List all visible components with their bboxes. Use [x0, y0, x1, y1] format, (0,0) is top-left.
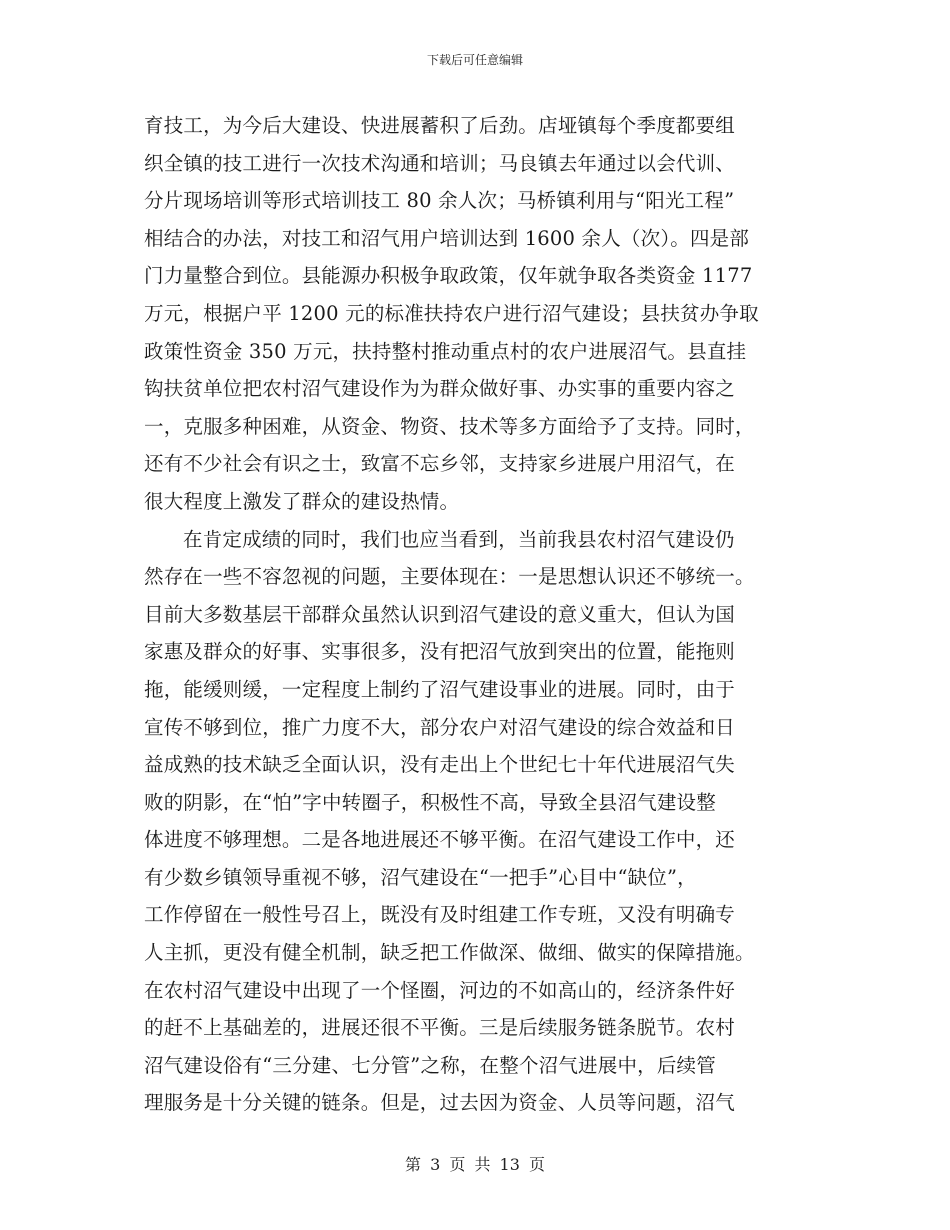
- text-line: 宣传不够到位，推广力度不大，部分农户对沼气建设的综合效益和日: [144, 715, 736, 739]
- text-line: 沼气建设俗有“三分建、七分管”之称，在整个沼气进展中，后续管: [144, 1053, 716, 1077]
- body-text: [144, 107, 800, 1122]
- text-line: 工作停留在一般性号召上，既没有及时组建工作专班，又没有明确专: [144, 903, 736, 927]
- text-line: 家惠及群众的好事、实事很多，没有把沼气放到突出的位置，能拖则: [144, 640, 736, 664]
- text-line: 育技工，为今后大建设、快进展蓄积了后劲。店垭镇每个季度都要组: [144, 114, 736, 137]
- text-line: 目前大多数基层干部群众虽然认识到沼气建设的意义重大，但认为国: [144, 602, 736, 626]
- text-line: 败的阴影，在“怕”字中转圈子，积极性不高，导致全县沼气建设整: [144, 790, 716, 814]
- text-line: 织全镇的技工进行一次技术沟通和培训；马良镇去年通过以会代训、: [144, 151, 736, 175]
- text-line: 在农村沼气建设中出现了一个怪圈，河边的不如高山的，经济条件好: [144, 978, 736, 1002]
- text-line: 在肯定成绩的同时，我们也应当看到，当前我县农村沼气建设仍: [183, 527, 735, 551]
- paragraph-2: [144, 521, 800, 1123]
- text-line: 益成熟的技术缺乏全面认识，没有走出上个世纪七十年代进展沼气失: [144, 753, 736, 777]
- page-header: 下载后可任意编辑: [426, 53, 523, 67]
- text-line: 相结合的办法，对技工和沼气用户培训达到 1600 余人（次）。四是部: [144, 226, 750, 250]
- text-line: 然存在一些不容忽视的问题，主要体现在：一是思想认识还不够统一。: [144, 565, 755, 589]
- text-line: 还有不少社会有识之士，致富不忘乡邻，支持家乡进展户用沼气，在: [144, 452, 736, 476]
- text-line: 一，克服多种困难，从资金、物资、技术等多方面给予了支持。同时，: [144, 414, 755, 438]
- text-line: 的赶不上基础差的，进展还很不平衡。三是后续服务链条脱节。农村: [144, 1016, 736, 1040]
- text-line: 有少数乡镇领导重视不够，沼气建设在“一把手”心目中“缺位”，: [144, 865, 697, 889]
- text-line: 钩扶贫单位把农村沼气建设作为为群众做好事、办实事的重要内容之: [144, 377, 736, 401]
- text-line: 万元，根据户平 1200 元的标准扶持农户进行沼气建设；县扶贫办争取: [144, 301, 759, 325]
- text-line: 拖，能缓则缓，一定程度上制约了沼气建设事业的进展。同时，由于: [144, 677, 736, 701]
- paragraph-1: [144, 107, 800, 521]
- text-line: 门力量整合到位。县能源办积极争取政策，仅年就争取各类资金 1177: [144, 264, 753, 288]
- text-line: 体进度不够理想。二是各地进展还不够平衡。在沼气建设工作中，还: [144, 828, 736, 852]
- text-line: 分片现场培训等形式培训技工 80 余人次；马桥镇利用与“阳光工程”: [144, 189, 735, 213]
- text-line: 理服务是十分关键的链条。但是，过去因为资金、人员等问题，沼气: [144, 1091, 736, 1115]
- text-line: 政策性资金 350 万元，扶持整村推动重点村的农户进展沼气。县直挂: [144, 339, 747, 363]
- text-line: 人主抓，更没有健全机制，缺乏把工作做深、做细、做实的保障措施。: [144, 941, 755, 965]
- text-line: 很大程度上激发了群众的建设热情。: [144, 489, 460, 513]
- page-number-footer: 第 3 页 共 13 页: [405, 1155, 545, 1174]
